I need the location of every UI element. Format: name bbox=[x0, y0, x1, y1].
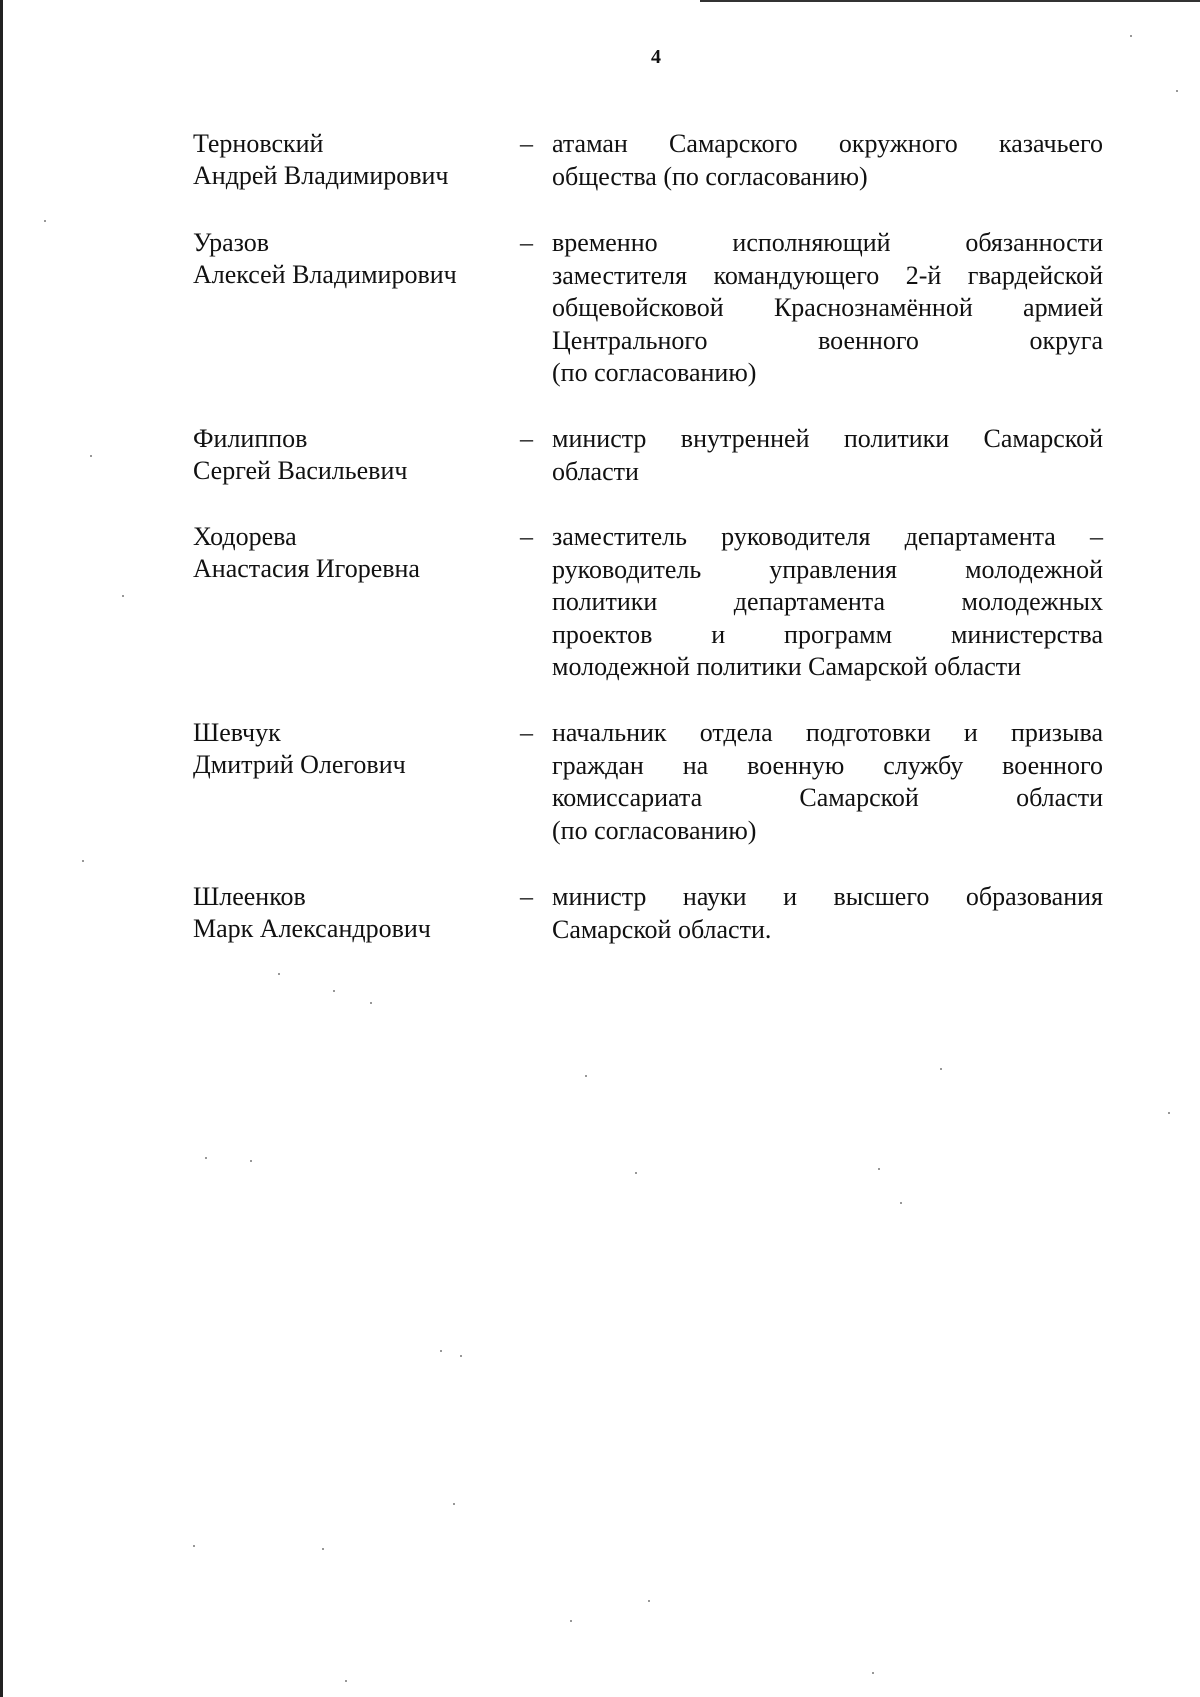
dust-speck bbox=[250, 1160, 252, 1162]
surname: Терновский bbox=[193, 129, 324, 158]
dust-speck bbox=[193, 1545, 195, 1547]
dust-speck bbox=[333, 990, 335, 992]
surname: Шевчук bbox=[193, 718, 281, 747]
surname: Шлеенков bbox=[193, 882, 306, 911]
position-description bbox=[552, 227, 1103, 390]
position-line: политики департамента молодежных bbox=[552, 587, 1103, 616]
position-line: руководитель управления молодежной bbox=[552, 554, 1103, 584]
position-line: министр внутренней политики Самарской bbox=[552, 424, 1103, 453]
dust-speck bbox=[453, 1503, 455, 1505]
position-line: общества (по согласованию) bbox=[552, 161, 868, 191]
dust-speck bbox=[82, 860, 84, 862]
dust-speck bbox=[440, 1350, 442, 1352]
dust-speck bbox=[345, 1680, 347, 1682]
separator-dash: – bbox=[520, 882, 533, 911]
dust-speck bbox=[322, 1548, 324, 1550]
dust-speck bbox=[900, 1202, 902, 1204]
position-line: заместитель руководителя департамента – bbox=[552, 522, 1103, 551]
person-name bbox=[193, 227, 493, 291]
surname: Филиппов bbox=[193, 424, 308, 453]
position-line: заместителя командующего 2-й гвардейской bbox=[552, 260, 1103, 290]
position-line: комиссариата Самарской области bbox=[552, 783, 1103, 812]
surname: Уразов bbox=[193, 228, 270, 257]
dust-speck bbox=[635, 1172, 637, 1174]
dust-speck bbox=[872, 1672, 874, 1674]
dust-speck bbox=[940, 1068, 942, 1070]
position-line: граждан на военную службу военного bbox=[552, 750, 1103, 780]
given-names: Анастасия Игоревна bbox=[193, 554, 420, 583]
dust-speck bbox=[44, 220, 46, 222]
position-line: начальник отдела подготовки и призыва bbox=[552, 718, 1103, 747]
position-line: Центрального военного округа bbox=[552, 325, 1103, 355]
dust-speck bbox=[585, 1075, 587, 1077]
position-line: молодежной политики Самарской области bbox=[552, 652, 1022, 681]
dust-speck bbox=[460, 1355, 462, 1357]
person-name bbox=[193, 881, 493, 945]
given-names: Сергей Васильевич bbox=[193, 456, 408, 485]
dust-speck bbox=[122, 595, 124, 597]
dust-speck bbox=[1176, 90, 1178, 92]
position-line: временно исполняющий обязанности bbox=[552, 228, 1103, 257]
position-description bbox=[552, 423, 1103, 488]
dust-speck bbox=[1130, 35, 1132, 37]
page-number: 4 bbox=[651, 46, 661, 68]
position-line: атаман Самарского окружного казачьего bbox=[552, 129, 1103, 158]
separator-dash: – bbox=[520, 522, 533, 551]
given-names: Алексей Владимирович bbox=[193, 260, 457, 289]
person-name bbox=[193, 128, 493, 192]
given-names: Андрей Владимирович bbox=[193, 161, 449, 190]
dust-speck bbox=[1168, 1112, 1170, 1114]
position-line: министр науки и высшего образования bbox=[552, 882, 1103, 911]
position-line: проектов и программ министерства bbox=[552, 619, 1103, 649]
position-line: (по согласованию) bbox=[552, 815, 757, 845]
position-line: (по согласованию) bbox=[552, 358, 757, 387]
given-names: Дмитрий Олегович bbox=[193, 750, 406, 779]
dust-speck bbox=[878, 1168, 880, 1170]
dust-speck bbox=[278, 973, 280, 975]
person-name bbox=[193, 717, 493, 781]
dust-speck bbox=[90, 455, 92, 457]
position-line: области bbox=[552, 456, 639, 486]
position-line: общевойсковой Краснознамённой армией bbox=[552, 293, 1103, 322]
separator-dash: – bbox=[520, 228, 533, 257]
dust-speck bbox=[370, 1002, 372, 1004]
person-name bbox=[193, 521, 493, 585]
person-name bbox=[193, 423, 493, 487]
position-line: Самарской области. bbox=[552, 914, 772, 944]
separator-dash: – bbox=[520, 718, 533, 747]
position-description bbox=[552, 717, 1103, 847]
position-description bbox=[552, 521, 1103, 684]
given-names: Марк Александрович bbox=[193, 914, 431, 943]
dust-speck bbox=[205, 1157, 207, 1159]
separator-dash: – bbox=[520, 129, 533, 158]
separator-dash: – bbox=[520, 424, 533, 453]
position-description bbox=[552, 881, 1103, 946]
position-description bbox=[552, 128, 1103, 193]
dust-speck bbox=[648, 1600, 650, 1602]
surname: Ходорева bbox=[193, 522, 297, 551]
dust-speck bbox=[570, 1620, 572, 1622]
